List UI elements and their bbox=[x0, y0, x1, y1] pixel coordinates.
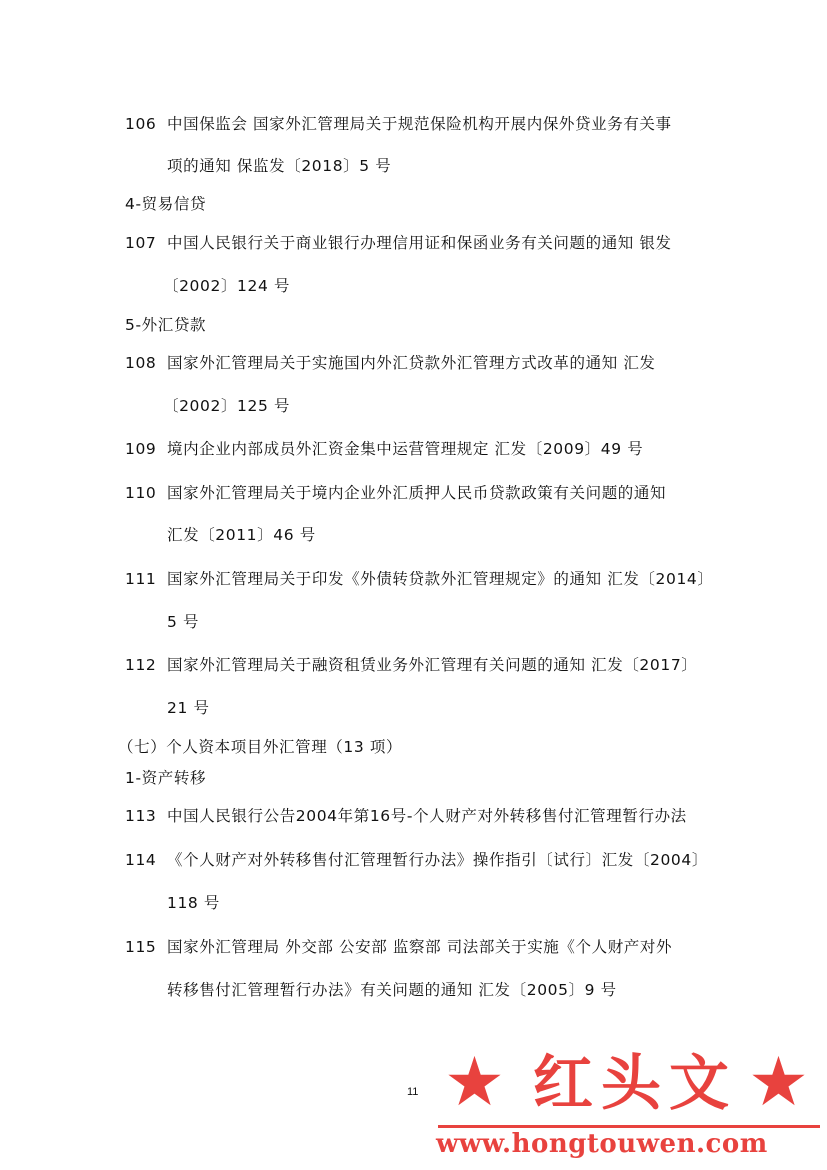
line-text: 汇发〔2011〕46 号 bbox=[167, 526, 316, 544]
line-111-cont bbox=[167, 612, 199, 632]
line-111 bbox=[125, 569, 713, 589]
line-text: 《个人财产对外转移售付汇管理暂行办法》操作指引〔试行〕汇发〔2004〕 bbox=[167, 851, 708, 869]
line-text: 国家外汇管理局 外交部 公安部 监察部 司法部关于实施《个人财产对外 bbox=[167, 938, 673, 956]
line-text: 国家外汇管理局关于印发《外债转贷款外汇管理规定》的通知 汇发〔2014〕 bbox=[167, 570, 714, 588]
section-heading bbox=[118, 737, 402, 757]
line-text: 21 号 bbox=[167, 699, 210, 717]
line-text: 国家外汇管理局关于境内企业外汇质押人民币贷款政策有关问题的通知 bbox=[167, 484, 667, 502]
line-108 bbox=[125, 353, 656, 373]
line-112 bbox=[125, 655, 697, 675]
line-109 bbox=[125, 439, 643, 459]
line-text: 中国人民银行公告2004年第16号-个人财产对外转移售付汇管理暂行办法 bbox=[167, 807, 687, 825]
line-115 bbox=[125, 937, 672, 957]
line-110-cont bbox=[167, 525, 316, 545]
item-number: 113 bbox=[125, 807, 157, 825]
item-number: 112 bbox=[125, 656, 157, 674]
item-number: 111 bbox=[125, 570, 157, 588]
line-text: 5 号 bbox=[167, 613, 200, 631]
line-text: 118 号 bbox=[167, 894, 221, 912]
line-text: 中国保监会 国家外汇管理局关于规范保险机构开展内保外贷业务有关事 bbox=[167, 115, 672, 133]
line-112-cont bbox=[167, 698, 210, 718]
line-text: 5-外汇贷款 bbox=[125, 316, 207, 334]
line-114 bbox=[125, 850, 708, 870]
item-number: 107 bbox=[125, 234, 157, 252]
line-text: 国家外汇管理局关于实施国内外汇贷款外汇管理方式改革的通知 汇发 bbox=[167, 354, 656, 372]
line-text: 项的通知 保监发〔2018〕5 号 bbox=[167, 157, 392, 175]
line-text: 境内企业内部成员外汇资金集中运营管理规定 汇发〔2009〕49 号 bbox=[167, 440, 644, 458]
line-text: 〔2002〕124 号 bbox=[163, 277, 291, 295]
page-number: 11 bbox=[407, 1086, 419, 1098]
line-text: 国家外汇管理局关于融资租赁业务外汇管理有关问题的通知 汇发〔2017〕 bbox=[167, 656, 698, 674]
section-heading bbox=[125, 315, 206, 335]
line-110 bbox=[125, 483, 666, 503]
item-number: 108 bbox=[125, 354, 157, 372]
line-text: 中国人民银行关于商业银行办理信用证和保函业务有关问题的通知 银发 bbox=[167, 234, 672, 252]
line-107 bbox=[125, 233, 672, 253]
item-number: 110 bbox=[125, 484, 157, 502]
star-icon: ★ bbox=[444, 1043, 505, 1122]
line-108-cont bbox=[163, 396, 290, 416]
section-heading bbox=[125, 194, 206, 214]
line-text: 1-资产转移 bbox=[125, 769, 207, 787]
section-heading bbox=[125, 768, 206, 788]
star-icon: ★ bbox=[748, 1043, 809, 1122]
watermark-logo: 红头文 bbox=[533, 1049, 737, 1119]
line-114-cont bbox=[167, 893, 220, 913]
line-text: 转移售付汇管理暂行办法》有关问题的通知 汇发〔2005〕9 号 bbox=[167, 981, 617, 999]
watermark-url: www.hongtouwen.com bbox=[436, 1129, 768, 1159]
item-number: 114 bbox=[125, 851, 157, 869]
line-113 bbox=[125, 806, 687, 826]
line-107-cont bbox=[163, 276, 290, 296]
line-text: 4-贸易信贷 bbox=[125, 195, 207, 213]
line-text: （七）个人资本项目外汇管理（13 项） bbox=[118, 738, 403, 756]
item-number: 115 bbox=[125, 938, 157, 956]
item-number: 106 bbox=[125, 115, 157, 133]
line-106 bbox=[125, 114, 672, 134]
watermark bbox=[430, 1045, 827, 1170]
line-text: 〔2002〕125 号 bbox=[163, 397, 291, 415]
line-106-cont bbox=[167, 156, 391, 176]
item-number: 109 bbox=[125, 440, 157, 458]
line-115-cont bbox=[167, 980, 617, 1000]
